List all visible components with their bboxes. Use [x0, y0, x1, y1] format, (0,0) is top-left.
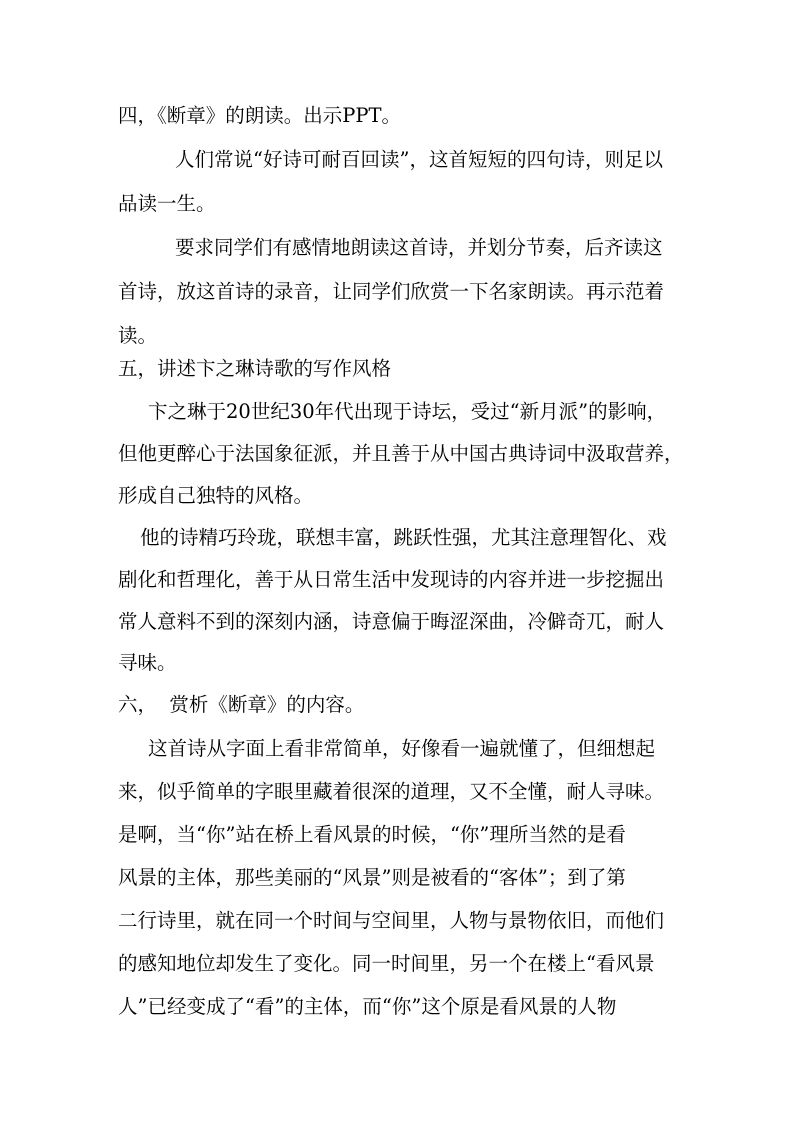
paragraph-line: 但他更醉心于法国象征派，并且善于从中国古典诗词中汲取营养， [118, 442, 684, 465]
section-heading-6: 六， 赏析《断章》的内容。 [118, 693, 365, 716]
paragraph-line: 剧化和哲理化，善于从日常生活中发现诗的内容并进一步挖掘出 [118, 568, 665, 591]
paragraph-line: 是啊，当“你”站在桥上看风景的时候，“你”理所当然的是看 [118, 823, 626, 846]
paragraph-line: 人们常说“好诗可耐百回读”，这首短短的四句诗，则足以 [175, 148, 663, 171]
section-heading-5: 五，讲述卞之琳诗歌的写作风格 [118, 357, 392, 380]
paragraph-line: 常人意料不到的深刻内涵，诗意偏于晦涩深曲，冷僻奇兀，耐人 [118, 610, 665, 633]
paragraph-line: 品读一生。 [118, 192, 216, 215]
paragraph-line: 要求同学们有感情地朗读这首诗，并划分节奏，后齐读这 [175, 236, 663, 259]
paragraph-line: 来，似乎简单的字眼里藏着很深的道理，又不全懂，耐人寻味。 [118, 780, 665, 803]
paragraph-line: 的感知地位却发生了变化。同一时间里，另一个在楼上“看风景 [118, 952, 655, 975]
paragraph-line: 二行诗里，就在同一个时间与空间里，人物与景物依旧，而他们 [118, 909, 665, 932]
paragraph-line: 人”已经变成了“看”的主体，而“你”这个原是看风景的人物 [118, 995, 617, 1018]
paragraph-line: 寻味。 [118, 651, 177, 674]
section-heading-4: 四，《断章》的朗读。出示PPT。 [118, 104, 401, 127]
paragraph-line: 形成自己独特的风格。 [118, 484, 314, 507]
paragraph-line: 他的诗精巧玲珑，联想丰富，跳跃性强，尤其注意理智化、戏 [140, 526, 667, 549]
paragraph-line: 风景的主体，那些美丽的“风景”则是被看的“客体”；到了第 [118, 866, 626, 889]
paragraph-line: 读。 [118, 324, 158, 347]
paragraph-line: 这首诗从字面上看非常简单，好像看一遍就懂了，但细想起 [148, 737, 656, 760]
paragraph-line: 首诗，放这首诗的录音，让同学们欣赏一下名家朗读。再示范着 [118, 280, 665, 303]
paragraph-line: 卞之琳于20世纪30年代出现于诗坛，受过“新月派”的影响， [148, 400, 667, 423]
